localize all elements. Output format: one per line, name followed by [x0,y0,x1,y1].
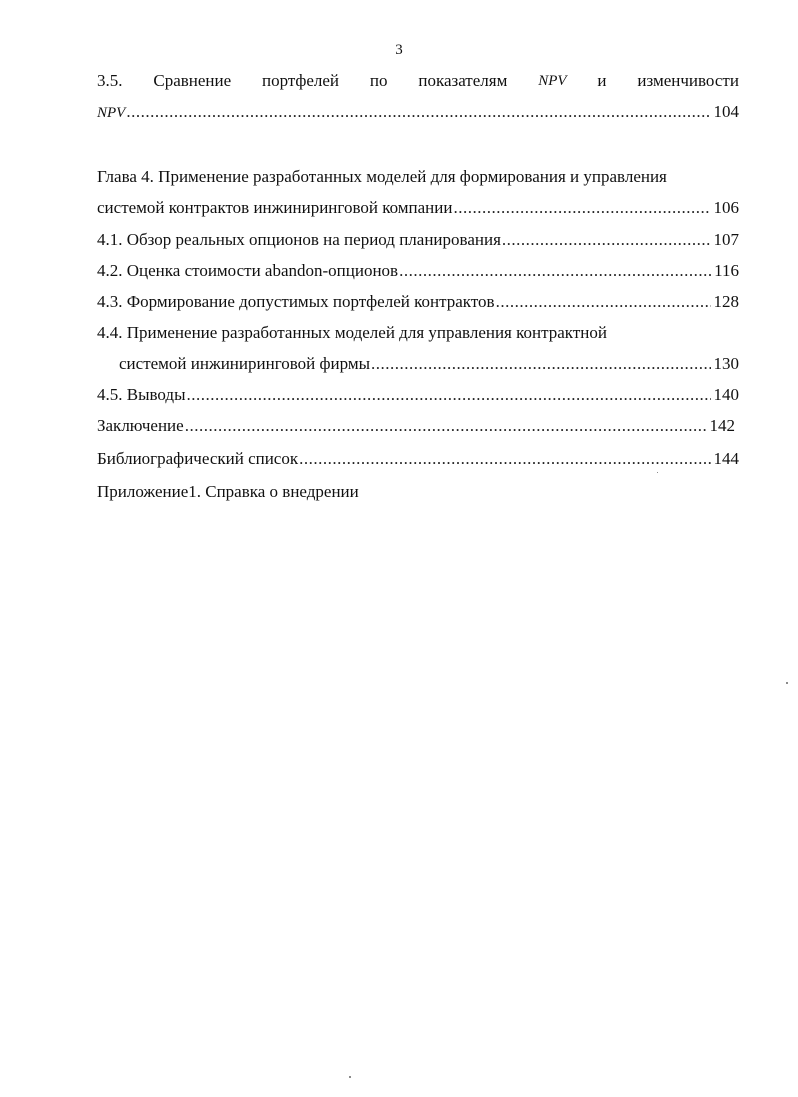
toc-word: портфелей [262,71,340,90]
toc-chapter-4-line1: Глава 4. Применение разработанных моделей для формирования и управления [97,167,667,186]
toc-entry-title: Заключение [97,416,184,435]
toc-entry-title: 4.3. Формирование допустимых портфелей контрактов [97,292,495,311]
toc-page-number: 107 [713,230,739,249]
toc-entry-title: Библиографический список [97,449,299,468]
toc-word: Сравнение [153,71,232,90]
toc-entry-appendix: Приложение1. Справка о внедрении [97,482,359,501]
toc-entry-4-4-line1: 4.4. Применение разработанных моделей для управления контрактной [97,323,607,342]
toc-page-number: 130 [713,354,739,373]
toc-entry-title: системой контрактов инжиниринговой компании [97,198,453,217]
toc-page-number: 144 [713,449,739,468]
toc-word: по [369,71,388,90]
toc-entry-title: 4.5. Выводы [97,385,186,404]
toc-entry-title: системой инжиниринговой фирмы [119,354,371,373]
toc-entry-4-5 [97,383,739,407]
dot-leader [399,259,711,283]
toc-page-number: 116 [714,261,739,280]
dot-leader [496,290,711,314]
page-number: 3 [395,42,403,58]
toc-page-number: 128 [713,292,739,311]
toc-page-number: 106 [713,198,739,217]
toc-page-number: 104 [713,102,739,121]
toc-word-npv: NPV [538,73,567,89]
dot-leader [453,196,710,220]
dot-leader [502,228,711,252]
toc-entry-3-5-line1 [97,69,739,93]
toc-word: изменчивости [637,71,739,90]
scan-speck [786,682,788,684]
dot-leader [371,352,710,376]
toc-entry-4-2 [97,259,739,283]
toc-chapter-4-line2 [97,196,739,220]
toc-word: 3.5. [97,71,123,90]
toc-word: и [597,71,607,90]
toc-entry-title: NPV [97,105,126,121]
scan-speck [657,472,658,473]
scan-speck [349,1076,351,1078]
dot-leader [126,100,710,124]
toc-entry-title: 4.2. Оценка стоимости abandon-опционов [97,261,399,280]
toc-entry-conclusion [97,414,735,438]
dot-leader [187,383,711,407]
dot-leader [299,447,710,471]
toc-page-number: 140 [713,385,739,404]
toc-entry-3-5-line2 [97,100,739,124]
toc-entry-bibliography [97,447,739,471]
toc-entry-4-4-line2 [119,352,739,376]
toc-page-number: 142 [709,416,735,435]
toc-entry-4-1 [97,228,739,252]
toc-entry-4-3 [97,290,739,314]
toc-word: показателям [418,71,508,90]
toc-entry-title: 4.1. Обзор реальных опционов на период планирования [97,230,501,249]
dot-leader [185,414,707,438]
